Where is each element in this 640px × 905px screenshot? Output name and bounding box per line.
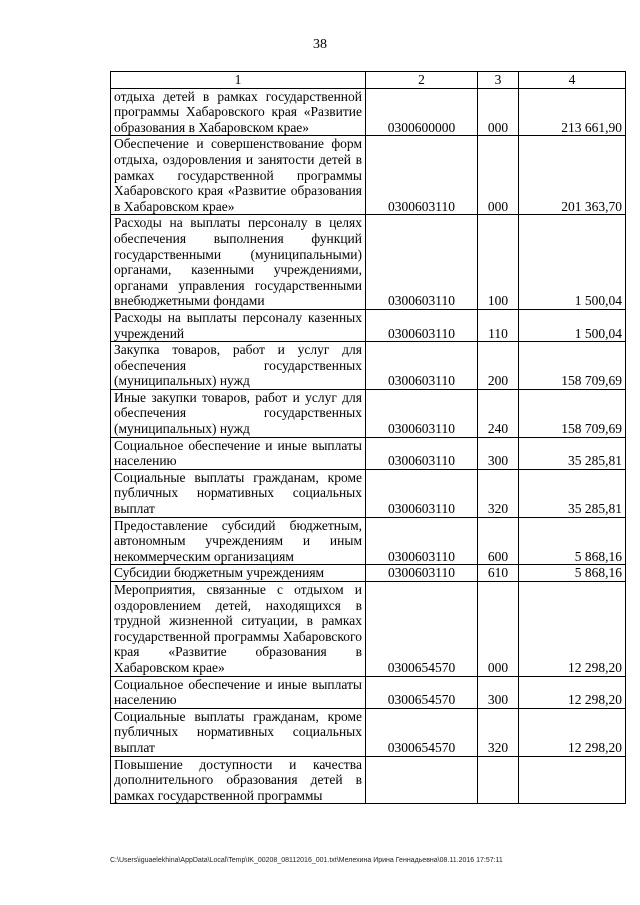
expense-type-cell: 320 bbox=[478, 469, 519, 517]
amount-cell: 213 661,90 bbox=[519, 88, 626, 136]
expense-type-cell: 600 bbox=[478, 517, 519, 565]
target-code-cell: 0300603110 bbox=[366, 215, 478, 310]
target-code-cell bbox=[366, 756, 478, 804]
table-row bbox=[111, 756, 626, 804]
amount-cell: 5 868,16 bbox=[519, 517, 626, 565]
amount-cell: 1 500,04 bbox=[519, 215, 626, 310]
budget-table-body bbox=[111, 72, 626, 804]
target-code-cell: 0300603110 bbox=[366, 469, 478, 517]
expense-type-cell: 000 bbox=[478, 582, 519, 677]
expense-type-cell: 610 bbox=[478, 565, 519, 582]
table-row bbox=[111, 136, 626, 215]
amount-cell: 1 500,04 bbox=[519, 309, 626, 341]
column-header-3: 3 bbox=[478, 72, 519, 89]
target-code-cell: 0300600000 bbox=[366, 88, 478, 136]
description-cell: Предоставление субсидий бюджетным, автономным учреждениям и иным некоммерческим организациям bbox=[111, 517, 366, 565]
expense-type-cell bbox=[478, 756, 519, 804]
table-row bbox=[111, 582, 626, 677]
description-cell: Социальное обеспечение и иные выплаты населению bbox=[111, 437, 366, 469]
description-cell: Расходы на выплаты персоналу казенных учреждений bbox=[111, 309, 366, 341]
target-code-cell: 0300654570 bbox=[366, 582, 478, 677]
expense-type-cell: 240 bbox=[478, 389, 519, 437]
amount-cell: 12 298,20 bbox=[519, 676, 626, 708]
table-row bbox=[111, 215, 626, 310]
amount-cell: 201 363,70 bbox=[519, 136, 626, 215]
description-cell: Обеспечение и совершенствование форм отдыха, оздоровления и занятости детей в рамках государственной программы Хабаровского края «Развитие образования в Хабаровском крае» bbox=[111, 136, 366, 215]
description-cell: Социальные выплаты гражданам, кроме публичных нормативных социальных выплат bbox=[111, 469, 366, 517]
description-cell: Социальные выплаты гражданам, кроме публичных нормативных социальных выплат bbox=[111, 708, 366, 756]
table-row bbox=[111, 565, 626, 582]
table-row bbox=[111, 342, 626, 390]
table-row bbox=[111, 708, 626, 756]
amount-cell: 12 298,20 bbox=[519, 582, 626, 677]
column-header-2: 2 bbox=[366, 72, 478, 89]
expense-type-cell: 100 bbox=[478, 215, 519, 310]
table-row bbox=[111, 88, 626, 136]
column-header-1: 1 bbox=[111, 72, 366, 89]
amount-cell: 12 298,20 bbox=[519, 708, 626, 756]
table-row bbox=[111, 676, 626, 708]
description-cell: Мероприятия, связанные с отдыхом и оздоровлением детей, находящихся в трудной жизненной ситуации, в рамках государственной программы Хабаровского края «Развитие образования в Хабаровском крае» bbox=[111, 582, 366, 677]
target-code-cell: 0300603110 bbox=[366, 342, 478, 390]
expense-type-cell: 300 bbox=[478, 437, 519, 469]
amount-cell: 158 709,69 bbox=[519, 389, 626, 437]
target-code-cell: 0300603110 bbox=[366, 517, 478, 565]
amount-cell: 158 709,69 bbox=[519, 342, 626, 390]
description-cell: Закупка товаров, работ и услуг для обеспечения государственных (муниципальных) нужд bbox=[111, 342, 366, 390]
table-row bbox=[111, 389, 626, 437]
table-row bbox=[111, 437, 626, 469]
table-row bbox=[111, 469, 626, 517]
target-code-cell: 0300603110 bbox=[366, 389, 478, 437]
expense-type-cell: 200 bbox=[478, 342, 519, 390]
budget-table bbox=[110, 71, 626, 804]
description-cell: Иные закупки товаров, работ и услуг для обеспечения государственных (муниципальных) нужд bbox=[111, 389, 366, 437]
amount-cell: 35 285,81 bbox=[519, 469, 626, 517]
description-cell: Расходы на выплаты персоналу в целях обеспечения выполнения функций государственными (муниципальными) органами, казенными учреждениями, органами управления государственными внебюджетными фондами bbox=[111, 215, 366, 310]
description-cell: отдыха детей в рамках государственной программы Хабаровского края «Развитие образования в Хабаровском крае» bbox=[111, 88, 366, 136]
expense-type-cell: 320 bbox=[478, 708, 519, 756]
description-cell: Субсидии бюджетным учреждениям bbox=[111, 565, 366, 582]
page-number: 38 bbox=[313, 37, 327, 52]
amount-cell: 35 285,81 bbox=[519, 437, 626, 469]
file-path-footer: C:\Users\iguaelekhina\AppData\Local\Temp\IK_00208_08112016_001.txt\Мелехина Ирина Геннадьевна\08.11.2016 17:57:11 bbox=[110, 857, 503, 864]
target-code-cell: 0300603110 bbox=[366, 437, 478, 469]
column-header-4: 4 bbox=[519, 72, 626, 89]
target-code-cell: 0300603110 bbox=[366, 309, 478, 341]
amount-cell: 5 868,16 bbox=[519, 565, 626, 582]
expense-type-cell: 110 bbox=[478, 309, 519, 341]
expense-type-cell: 000 bbox=[478, 88, 519, 136]
description-cell: Повышение доступности и качества дополнительного образования детей в рамках государственной программы bbox=[111, 756, 366, 804]
description-cell: Социальное обеспечение и иные выплаты населению bbox=[111, 676, 366, 708]
table-row bbox=[111, 309, 626, 341]
target-code-cell: 0300654570 bbox=[366, 708, 478, 756]
expense-type-cell: 300 bbox=[478, 676, 519, 708]
target-code-cell: 0300603110 bbox=[366, 565, 478, 582]
amount-cell bbox=[519, 756, 626, 804]
target-code-cell: 0300654570 bbox=[366, 676, 478, 708]
table-row bbox=[111, 517, 626, 565]
target-code-cell: 0300603110 bbox=[366, 136, 478, 215]
expense-type-cell: 000 bbox=[478, 136, 519, 215]
table-header-row bbox=[111, 72, 626, 89]
